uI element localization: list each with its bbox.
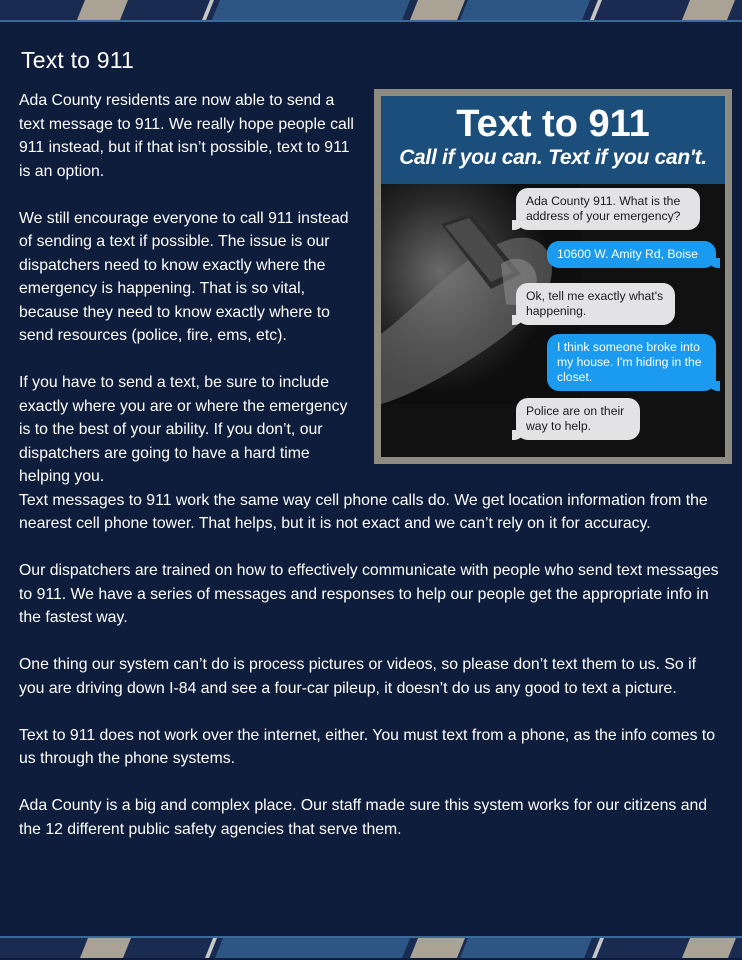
poster-title: Text to 911 <box>456 103 650 145</box>
bottom-decorative-band <box>0 936 742 958</box>
paragraph: Our dispatchers are trained on how to effectively communicate with people who send text messages to 911. We have a series of messages and responses to help our people get the appropriate info in the fastest way. <box>19 562 719 626</box>
article-body <box>19 89 724 841</box>
poster-tagline: Call if you can. Text if you can't. <box>399 146 707 169</box>
top-decorative-band <box>0 0 742 22</box>
paragraph: Ada County is a big and complex place. Our staff made sure this system works for our citizens and the 12 different public safety agencies that serve them. <box>19 797 708 838</box>
paragraph: We still encourage everyone to call 911 instead of sending a text if possible. The issue is our dispatchers need to know exactly where the emergency is happening. That is so vital, because they need to know exactly where to send resources (police, fire, ems, etc). <box>19 209 349 344</box>
message-bubble-dispatch: Ada County 911. What is the address of your emergency? <box>516 188 700 230</box>
top-band-graphic <box>0 0 742 22</box>
message-bubble-dispatch: Ok, tell me exactly what's happening. <box>516 283 675 325</box>
text-to-911-poster <box>374 89 732 464</box>
message-bubble-caller: I think someone broke into my house. I'm hiding in the closet. <box>547 334 716 391</box>
paragraph: One thing our system can’t do is process pictures or videos, so please don’t text them to us. So if you are driving down I-84 and see a four-car pileup, it doesn’t do us any good to text a picture. <box>19 656 696 697</box>
paragraph: Ada County residents are now able to send a text message to 911. We really hope people call 911 instead, but if that isn’t possible, text to 911 is an option. <box>19 92 354 180</box>
paragraph: If you have to send a text, be sure to include exactly where you are or where the emergency is to the best of your ability. If you don’t, our dispatchers are going to have a hard time helping you. <box>19 374 348 485</box>
message-bubble-dispatch: Police are on their way to help. <box>516 398 640 440</box>
paragraph: Text to 911 does not work over the internet, either. You must text from a phone, as the info comes to us through the phone systems. <box>19 726 716 767</box>
poster-header <box>381 96 725 184</box>
bottom-band-graphic <box>0 936 742 958</box>
page-title: Text to 911 <box>21 47 135 73</box>
message-bubble-caller: 10600 W. Amity Rd, Boise <box>547 241 716 268</box>
paragraph: Text messages to 911 work the same way cell phone calls do. We get location information from the nearest cell phone tower. That helps, but it is not exact and we can’t rely on it for accuracy. <box>19 491 708 532</box>
